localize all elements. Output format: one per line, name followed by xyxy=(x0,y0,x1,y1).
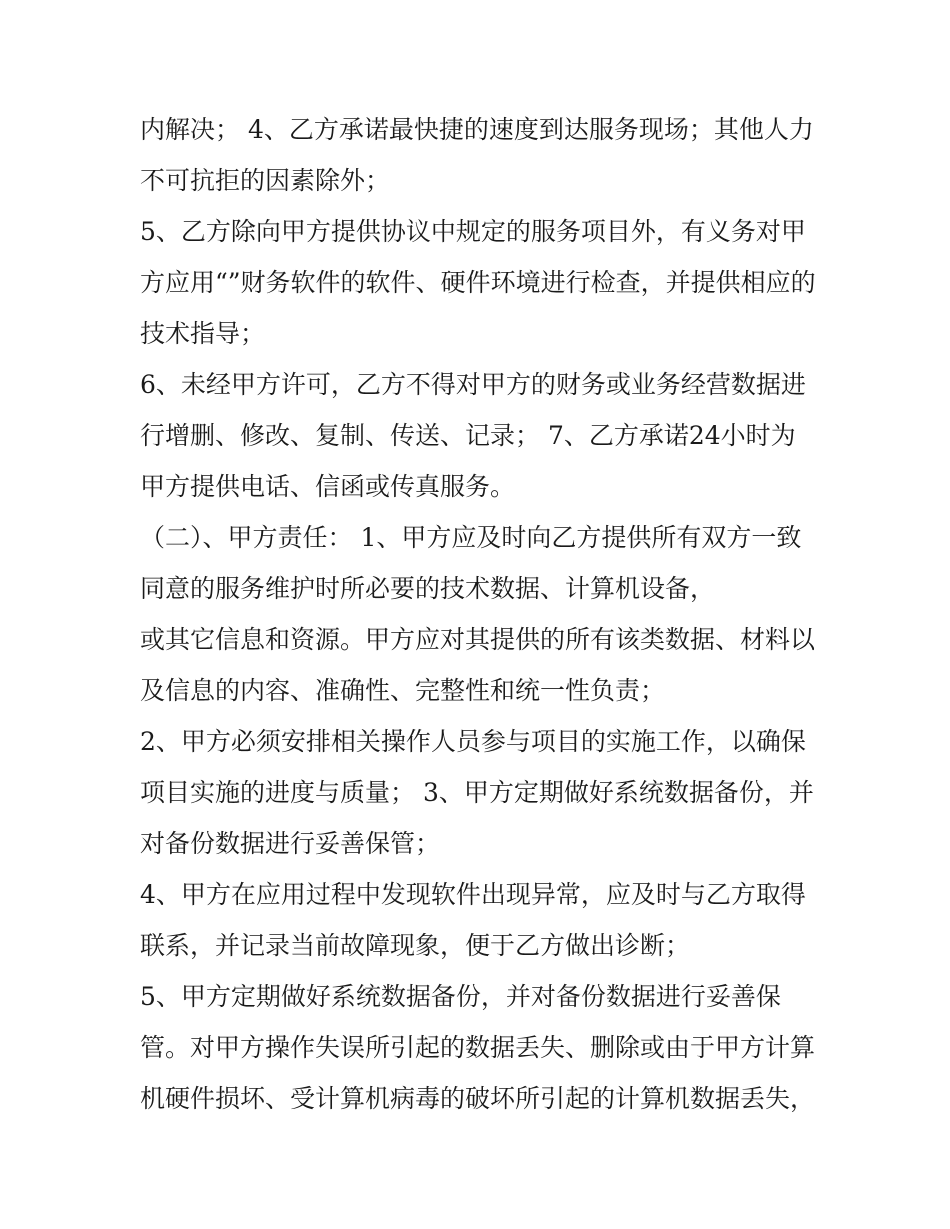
text-line: 6、未经甲方许可，乙方不得对甲方的财务或业务经营数据进 xyxy=(140,370,806,399)
text-line: 5、乙方除向甲方提供协议中规定的服务项目外，有义务对甲 xyxy=(140,217,806,246)
text-line: 对备份数据进行妥善保管； xyxy=(140,829,441,858)
text-line: 项目实施的进度与质量； 3、甲方定期做好系统数据备份，并 xyxy=(140,778,814,807)
text-line: 2、甲方必须安排相关操作人员参与项目的实施工作，以确保 xyxy=(140,727,806,756)
text-line: 同意的服务维护时所必要的技术数据、计算机设备， xyxy=(140,574,716,603)
text-line: 不可抗拒的因素除外； xyxy=(140,166,391,195)
text-line: 技术指导； xyxy=(140,319,266,348)
text-line: 管。对甲方操作失误所引起的数据丢失、删除或由于甲方计算 xyxy=(140,1033,816,1062)
text-line: 机硬件损坏、受计算机病毒的破坏所引起的计算机数据丢失， xyxy=(140,1084,816,1113)
text-line: 5、甲方定期做好系统数据备份，并对备份数据进行妥善保 xyxy=(140,982,781,1011)
text-line: 内解决； 4、乙方承诺最快捷的速度到达服务现场；其他人力 xyxy=(140,115,814,144)
text-line: 行增删、修改、复制、传送、记录； 7、乙方承诺24小时为 xyxy=(140,421,796,450)
text-line: 联系，并记录当前故障现象，便于乙方做出诊断； xyxy=(140,931,691,960)
text-line: 甲方提供电话、信函或传真服务。 xyxy=(140,472,516,501)
text-line: 或其它信息和资源。甲方应对其提供的所有该类数据、材料以 xyxy=(140,625,816,654)
text-line: 4、甲方在应用过程中发现软件出现异常，应及时与乙方取得 xyxy=(140,880,806,909)
text-line: （二）、甲方责任： 1、甲方应及时向乙方提供所有双方一致 xyxy=(140,523,802,552)
text-line: 及信息的内容、准确性、完整性和统一性负责； xyxy=(140,676,666,705)
text-line: 方应用“”财务软件的软件、硬件环境进行检查，并提供相应的 xyxy=(140,268,816,297)
